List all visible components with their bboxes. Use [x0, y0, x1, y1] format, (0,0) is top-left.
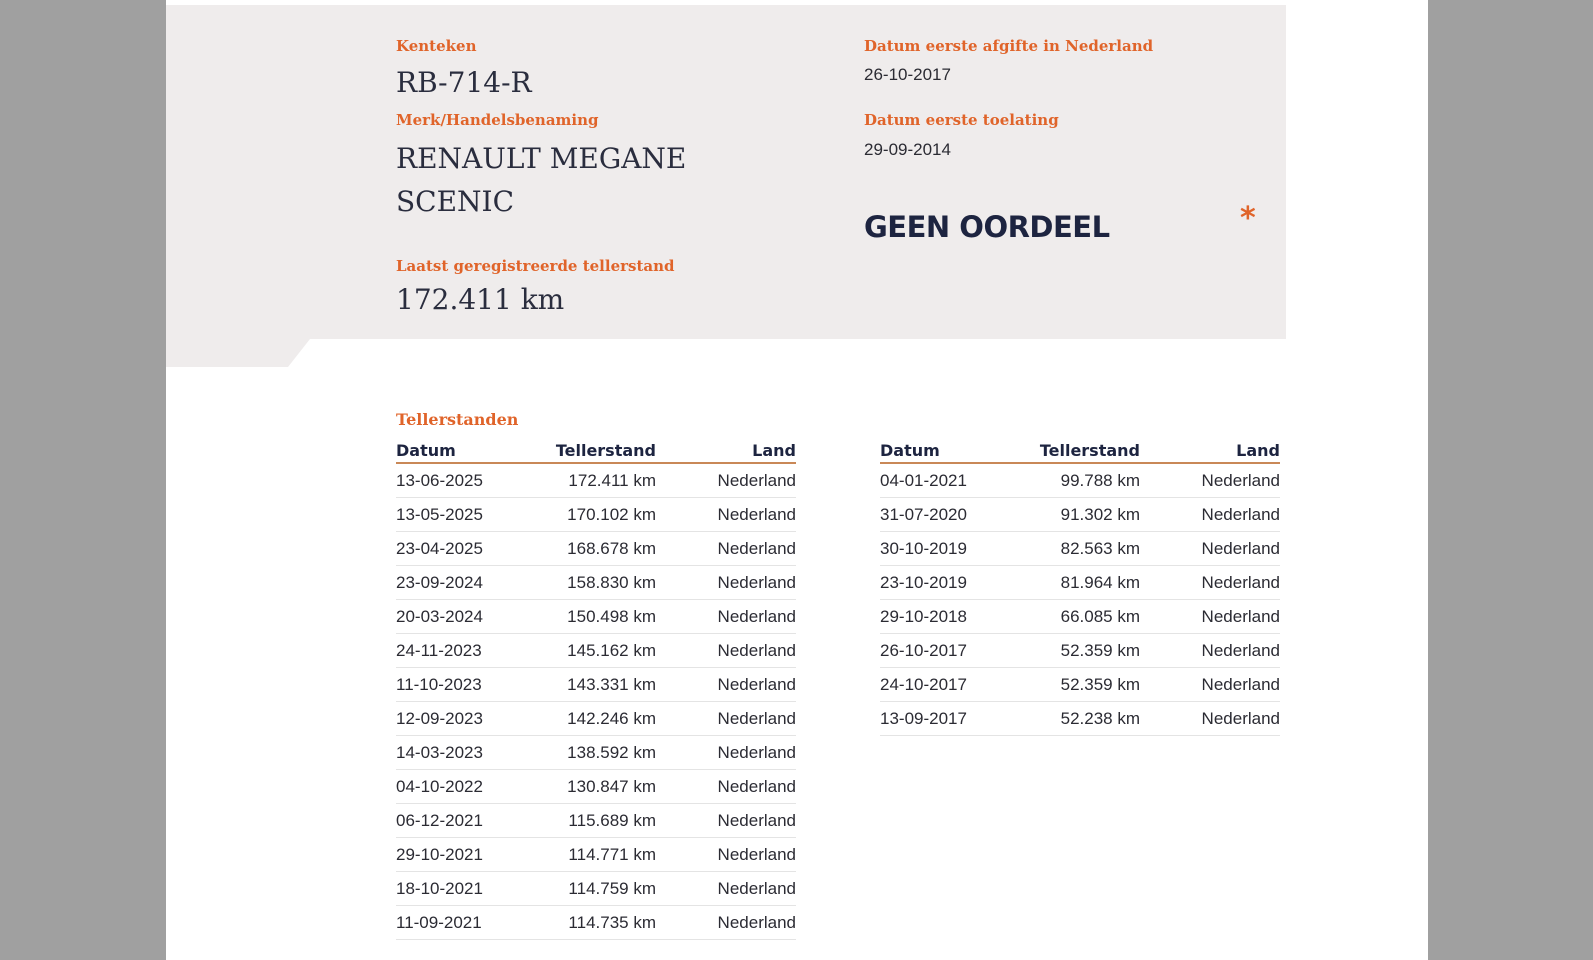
report-page — [166, 0, 1428, 960]
cell-tellerstand: 66.085 km — [1030, 600, 1140, 634]
cell-date: 11-09-2021 — [396, 906, 546, 940]
cell-land: Nederland — [656, 770, 796, 804]
cell-tellerstand: 143.331 km — [546, 668, 656, 702]
table-row — [880, 600, 1280, 634]
toelating-value: 29-09-2014 — [864, 140, 951, 159]
header-datum: Datum — [396, 436, 546, 463]
cell-tellerstand: 91.302 km — [1030, 498, 1140, 532]
teller-label: Laatst geregistreerde tellerstand — [396, 257, 675, 275]
cell-tellerstand: 52.359 km — [1030, 634, 1140, 668]
cell-land: Nederland — [1140, 668, 1280, 702]
cell-tellerstand: 115.689 km — [546, 804, 656, 838]
header-datum: Datum — [880, 436, 1030, 463]
cell-date: 12-09-2023 — [396, 702, 546, 736]
verdict-text: GEEN OORDEEL — [864, 210, 1110, 244]
cell-date: 13-05-2025 — [396, 498, 546, 532]
cell-land: Nederland — [656, 532, 796, 566]
table-row — [396, 736, 796, 770]
readings-table-right — [880, 436, 1280, 736]
cell-land: Nederland — [1140, 498, 1280, 532]
afgifte-label: Datum eerste afgifte in Nederland — [864, 37, 1154, 55]
cell-date: 04-01-2021 — [880, 463, 1030, 498]
readings-table-left — [396, 436, 796, 940]
cell-date: 29-10-2018 — [880, 600, 1030, 634]
cell-tellerstand: 168.678 km — [546, 532, 656, 566]
cell-land: Nederland — [1140, 463, 1280, 498]
cell-date: 04-10-2022 — [396, 770, 546, 804]
table-header-row — [396, 436, 796, 463]
cell-date: 18-10-2021 — [396, 872, 546, 906]
table-row — [880, 498, 1280, 532]
cell-date: 30-10-2019 — [880, 532, 1030, 566]
table-row — [396, 532, 796, 566]
merk-value-line1: RENAULT MEGANE — [396, 142, 687, 175]
cell-date: 23-09-2024 — [396, 566, 546, 600]
cell-land: Nederland — [656, 634, 796, 668]
cell-land: Nederland — [656, 906, 796, 940]
table-row — [396, 634, 796, 668]
table-row — [396, 463, 796, 498]
readings-title: Tellerstanden — [396, 410, 519, 429]
asterisk-marker: * — [1240, 201, 1256, 236]
table-row — [396, 668, 796, 702]
table-row — [396, 498, 796, 532]
kenteken-value: RB-714-R — [396, 66, 532, 99]
cell-tellerstand: 114.771 km — [546, 838, 656, 872]
vehicle-info-panel — [166, 5, 1286, 339]
cell-land: Nederland — [656, 838, 796, 872]
header-land: Land — [656, 436, 796, 463]
header-tab-shape — [166, 339, 310, 367]
table-row — [396, 702, 796, 736]
table-row — [880, 566, 1280, 600]
cell-land: Nederland — [656, 872, 796, 906]
table-row — [396, 804, 796, 838]
kenteken-label: Kenteken — [396, 37, 477, 55]
cell-land: Nederland — [656, 804, 796, 838]
afgifte-value: 26-10-2017 — [864, 65, 951, 84]
cell-land: Nederland — [1140, 532, 1280, 566]
table-row — [880, 463, 1280, 498]
cell-land: Nederland — [656, 463, 796, 498]
table-row — [396, 906, 796, 940]
cell-tellerstand: 145.162 km — [546, 634, 656, 668]
cell-land: Nederland — [656, 702, 796, 736]
cell-date: 20-03-2024 — [396, 600, 546, 634]
cell-date: 14-03-2023 — [396, 736, 546, 770]
cell-tellerstand: 99.788 km — [1030, 463, 1140, 498]
cell-land: Nederland — [1140, 634, 1280, 668]
cell-land: Nederland — [656, 736, 796, 770]
merk-label: Merk/Handelsbenaming — [396, 111, 599, 129]
table-row — [880, 702, 1280, 736]
cell-date: 31-07-2020 — [880, 498, 1030, 532]
cell-tellerstand: 142.246 km — [546, 702, 656, 736]
table-row — [880, 634, 1280, 668]
table-row — [880, 532, 1280, 566]
cell-tellerstand: 130.847 km — [546, 770, 656, 804]
teller-value: 172.411 km — [396, 283, 565, 316]
table-row — [396, 600, 796, 634]
cell-date: 23-10-2019 — [880, 566, 1030, 600]
cell-land: Nederland — [1140, 600, 1280, 634]
cell-tellerstand: 52.359 km — [1030, 668, 1140, 702]
table-row — [396, 872, 796, 906]
table-row — [396, 838, 796, 872]
cell-land: Nederland — [656, 600, 796, 634]
cell-date: 13-06-2025 — [396, 463, 546, 498]
cell-tellerstand: 114.735 km — [546, 906, 656, 940]
table-row — [880, 668, 1280, 702]
cell-land: Nederland — [1140, 702, 1280, 736]
table-row — [396, 770, 796, 804]
cell-date: 06-12-2021 — [396, 804, 546, 838]
cell-land: Nederland — [656, 566, 796, 600]
table-row — [396, 566, 796, 600]
cell-tellerstand: 158.830 km — [546, 566, 656, 600]
cell-date: 29-10-2021 — [396, 838, 546, 872]
header-land: Land — [1140, 436, 1280, 463]
cell-date: 26-10-2017 — [880, 634, 1030, 668]
cell-land: Nederland — [656, 668, 796, 702]
cell-tellerstand: 81.964 km — [1030, 566, 1140, 600]
cell-tellerstand: 172.411 km — [546, 463, 656, 498]
cell-tellerstand: 52.238 km — [1030, 702, 1140, 736]
cell-tellerstand: 170.102 km — [546, 498, 656, 532]
header-tellerstand: Tellerstand — [1030, 436, 1140, 463]
cell-date: 23-04-2025 — [396, 532, 546, 566]
cell-land: Nederland — [656, 498, 796, 532]
cell-date: 24-11-2023 — [396, 634, 546, 668]
table-header-row — [880, 436, 1280, 463]
toelating-label: Datum eerste toelating — [864, 111, 1059, 129]
cell-tellerstand: 82.563 km — [1030, 532, 1140, 566]
cell-tellerstand: 150.498 km — [546, 600, 656, 634]
cell-date: 24-10-2017 — [880, 668, 1030, 702]
cell-tellerstand: 138.592 km — [546, 736, 656, 770]
cell-tellerstand: 114.759 km — [546, 872, 656, 906]
cell-date: 11-10-2023 — [396, 668, 546, 702]
merk-value-line2: SCENIC — [396, 185, 515, 218]
header-tellerstand: Tellerstand — [546, 436, 656, 463]
cell-date: 13-09-2017 — [880, 702, 1030, 736]
cell-land: Nederland — [1140, 566, 1280, 600]
